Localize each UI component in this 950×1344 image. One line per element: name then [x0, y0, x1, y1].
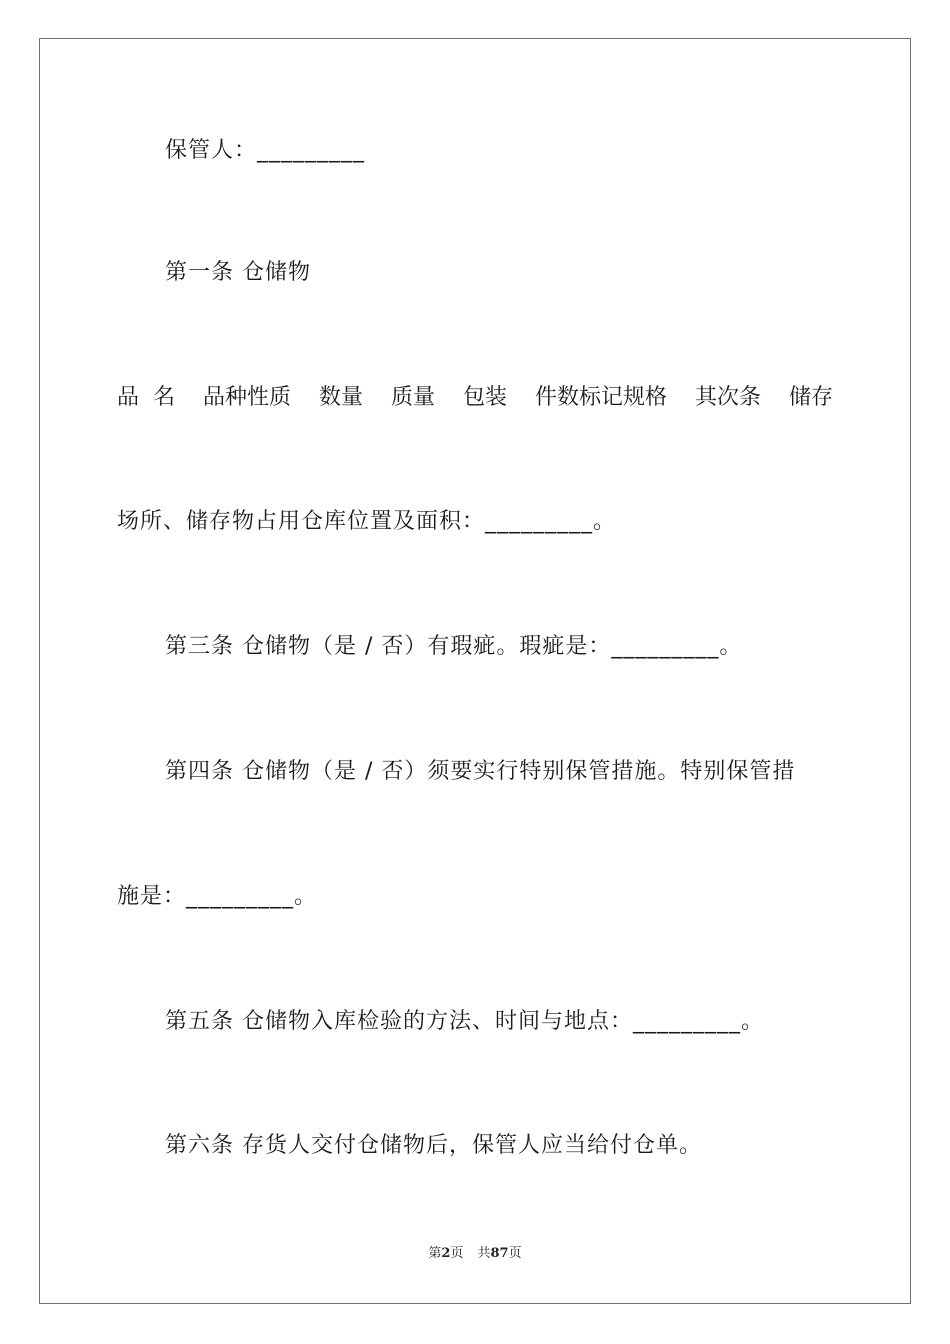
cell-quality: 质量 — [390, 385, 435, 410]
goods-table-row — [117, 383, 833, 413]
footer-total-prefix: 共 — [477, 1246, 491, 1261]
article-1-heading: 第一条 仓储物 — [165, 260, 311, 285]
cell-variety-nature: 品种性质 — [202, 385, 291, 410]
cell-storage: 储存 — [788, 385, 833, 410]
footer-page-suffix: 页 — [450, 1246, 464, 1261]
article-4-line: 第四条 仓储物（是 / 否）须要实行特别保管措施。特别保管措 — [165, 759, 796, 784]
article-3-line: 第三条 仓储物（是 / 否）有瑕疵。瑕疵是：_________。 — [165, 634, 743, 659]
custodian-line: 保管人：_________ — [165, 138, 366, 163]
cell-quantity: 数量 — [318, 385, 363, 410]
article-6-line: 第六条 存货人交付仓储物后，保管人应当给付仓单。 — [165, 1133, 702, 1158]
article-4-continuation: 施是：_________。 — [117, 884, 318, 909]
cell-product-name: 品 名 — [117, 385, 175, 410]
footer-total-suffix: 页 — [508, 1246, 522, 1261]
page-footer — [0, 1245, 950, 1263]
article-5-line: 第五条 仓储物入库检验的方法、时间与地点：_________。 — [165, 1009, 764, 1034]
cell-marks-spec: 件数标记规格 — [534, 385, 667, 410]
footer-total-pages: 87 — [490, 1246, 509, 1261]
storage-location-line: 场所、储存物占用仓库位置及面积：_________。 — [117, 509, 617, 534]
footer-page-number: 2 — [441, 1246, 451, 1261]
cell-article-2: 其次条 — [694, 385, 761, 410]
footer-page-prefix: 第 — [428, 1246, 442, 1261]
page-border — [39, 38, 911, 1304]
cell-packaging: 包装 — [462, 385, 507, 410]
